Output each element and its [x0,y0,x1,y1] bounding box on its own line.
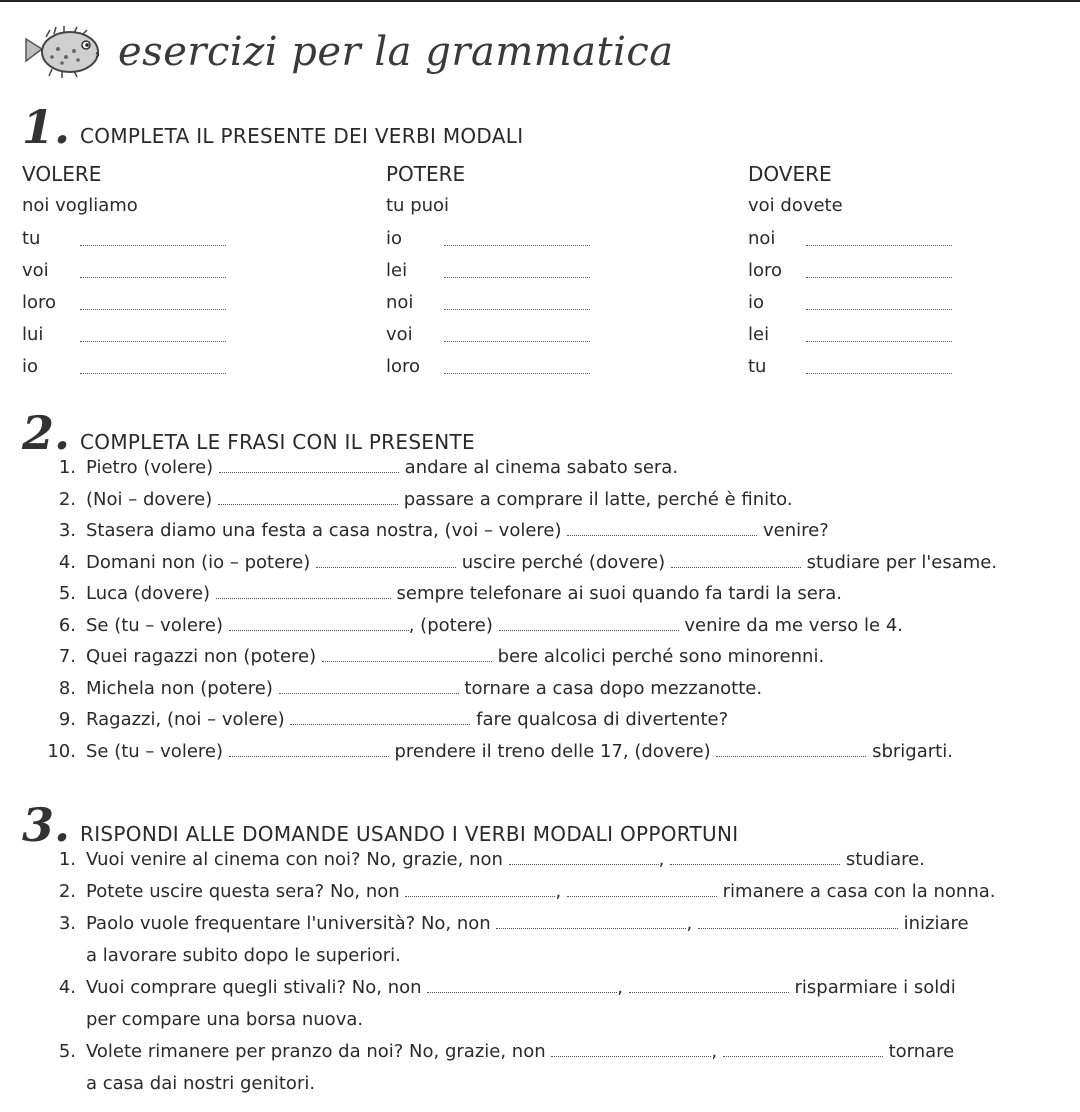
exercise-3-title: RISPONDI ALLE DOMANDE USANDO I VERBI MODALI OPPORTUNI [80,822,739,846]
column-example: noi vogliamo [22,195,138,216]
pronoun: io [22,355,39,377]
question-continuation [32,1068,1052,1100]
conjugation-row [22,254,226,286]
exercise-2-heading [22,406,475,460]
sentence-part: tornare a casa dopo mezzanotte. [464,677,763,699]
pronoun: loro [386,355,421,377]
conjugation-row [748,254,952,286]
answer-blank[interactable] [716,742,866,757]
answer-blank[interactable] [806,359,952,374]
question-text: a casa dai nostri genitori. [86,1073,316,1094]
separator: , [555,881,562,902]
sentence-part: (Noi – dovere) [86,488,213,510]
question-item [32,972,1052,1004]
question-text: Potete uscire questa sera? No, non [86,881,400,902]
answer-blank[interactable] [496,914,686,929]
answer-blank[interactable] [405,882,555,897]
answer-blank[interactable] [499,616,679,631]
column-heading: VOLERE [22,162,102,186]
answer-blank[interactable] [444,295,590,310]
separator: , [617,977,624,998]
answer-blank[interactable] [629,978,789,993]
item-number: 5. [58,583,76,604]
column-example: voi dovete [748,195,843,216]
pronoun: tu [22,227,41,249]
sentence-part: prendere il treno delle 17, (dovere) [394,740,711,762]
pronoun: voi [386,323,413,345]
sentence-part: uscire perché (dovere) [461,551,666,573]
column-volere [22,158,226,382]
answer-blank[interactable] [444,327,590,342]
question-text: per compare una borsa nuova. [86,1009,364,1030]
sentence-item [32,515,1052,547]
pronoun: loro [22,291,57,313]
pronoun: noi [748,227,776,249]
conjugation-row [386,350,590,382]
answer-blank[interactable] [698,914,898,929]
separator: , [711,1041,718,1062]
pronoun: noi [386,291,414,313]
column-potere [386,158,590,382]
question-item [32,908,1052,940]
question-text: tornare [888,1041,955,1062]
answer-blank[interactable] [567,882,717,897]
sentence-part: sempre telefonare ai suoi quando fa tardi la sera. [396,583,843,604]
conjugation-row [748,222,952,254]
question-text: rimanere a casa con la nonna. [722,881,996,902]
sentence-part: Quei ragazzi non (potere) [86,646,317,667]
pronoun: io [748,291,765,313]
sentence-part: Luca (dovere) [86,583,211,604]
answer-blank[interactable] [671,553,801,568]
answer-blank[interactable] [80,327,226,342]
answer-blank[interactable] [806,231,952,246]
conjugation-row [386,318,590,350]
exercise-2-title: COMPLETA LE FRASI CON IL PRESENTE [80,430,475,454]
item-number: 4. [58,977,76,998]
page-title: esercizi per la grammatica [118,29,674,75]
column-heading: POTERE [386,162,466,186]
conjugation-row [748,286,952,318]
sentence-part: Pietro (volere) [86,457,214,478]
sentence-item [32,452,1052,484]
sentence-part: fare qualcosa di divertente? [476,709,729,730]
pronoun: voi [22,259,49,281]
sentence-part: bere alcolici perché sono minorenni. [497,646,825,667]
sentence-item [32,641,1052,673]
sentence-item [32,704,1052,736]
answer-blank[interactable] [723,1042,883,1057]
item-number: 2. [58,488,76,510]
question-text: risparmiare i soldi [794,977,956,998]
question-continuation [32,1004,1052,1036]
pronoun: io [386,227,403,249]
item-number: 1. [58,849,76,870]
exercise-2-number: 2. [22,406,71,460]
sentence-item [32,547,1052,579]
sentence-part: Se (tu – volere) [86,614,223,636]
pronoun: loro [748,259,783,281]
sentence-part: Se (tu – volere) [86,740,223,762]
item-number: 10. [47,740,76,762]
separator: , [686,913,693,934]
answer-blank[interactable] [80,295,226,310]
column-dovere [748,158,952,382]
page-header [22,22,674,82]
pronoun: lui [22,323,44,345]
question-text: Paolo vuole frequentare l'università? No, non [86,913,491,934]
sentence-part: passare a comprare il latte, perché è finito. [403,488,793,510]
answer-blank[interactable] [322,647,492,662]
answer-blank[interactable] [218,490,398,505]
answer-blank[interactable] [551,1042,711,1057]
sentence-part: andare al cinema sabato sera. [404,457,679,478]
item-number: 1. [58,457,76,478]
sentence-part: Ragazzi, (noi – volere) [86,709,285,730]
answer-blank[interactable] [80,359,226,374]
answer-blank[interactable] [444,231,590,246]
question-item [32,876,1052,908]
pufferfish-icon [22,25,106,79]
answer-blank[interactable] [229,742,389,757]
question-text: Vuoi venire al cinema con noi? No, grazie, non [86,849,503,870]
sentence-item [32,610,1052,642]
item-number: 3. [58,520,76,541]
conjugation-row [22,222,226,254]
answer-blank[interactable] [427,978,617,993]
answer-blank[interactable] [316,553,456,568]
answer-blank[interactable] [806,263,952,278]
top-border [0,0,1080,2]
answer-blank[interactable] [80,231,226,246]
pronoun: lei [386,259,408,281]
conjugation-row [22,286,226,318]
exercise-1-title: COMPLETA IL PRESENTE DEI VERBI MODALI [80,124,524,148]
item-number: 9. [58,709,76,730]
sentence-part: venire da me verso le 4. [684,614,903,636]
item-number: 5. [58,1041,76,1062]
conjugation-row [748,350,952,382]
exercise-3-heading [22,798,739,852]
answer-blank[interactable] [444,263,590,278]
item-number: 3. [58,913,76,934]
sentence-part: , (potere) [408,614,493,636]
column-heading: DOVERE [748,162,832,186]
pronoun: lei [748,323,770,345]
question-continuation [32,940,1052,972]
exercise-3-list [32,844,1052,1100]
sentence-item [32,484,1052,516]
exercise-2-list [32,452,1052,767]
sentence-part: sbrigarti. [872,740,953,762]
question-text: iniziare [903,913,969,934]
exercise-3-number: 3. [22,798,71,852]
pronoun: tu [748,355,767,377]
sentence-item [32,736,1052,768]
conjugation-row [748,318,952,350]
sentence-part: venire? [763,520,829,541]
conjugation-row [386,286,590,318]
answer-blank[interactable] [216,584,391,599]
answer-blank[interactable] [509,850,659,865]
exercise-1-heading [22,100,524,154]
question-text: Vuoi comprare quegli stivali? No, non [86,977,422,998]
conjugation-row [22,318,226,350]
item-number: 4. [58,551,76,573]
sentence-item [32,578,1052,610]
item-number: 2. [58,881,76,902]
answer-blank[interactable] [567,521,757,536]
column-example: tu puoi [386,195,450,216]
answer-blank[interactable] [670,850,840,865]
conjugation-row [386,222,590,254]
answer-blank[interactable] [279,679,459,694]
answer-blank[interactable] [806,327,952,342]
separator: , [658,849,665,870]
answer-blank[interactable] [219,458,399,473]
conjugation-row [22,350,226,382]
sentence-part: Domani non (io – potere) [86,551,311,573]
answer-blank[interactable] [229,616,409,631]
question-item [32,1036,1052,1068]
item-number: 6. [58,614,76,636]
exercise-1-number: 1. [22,100,71,154]
sentence-item [32,673,1052,705]
sentence-part: Stasera diamo una festa a casa nostra, (voi – volere) [86,520,562,541]
sentence-part: Michela non (potere) [86,677,273,699]
sentence-part: studiare per l'esame. [806,551,998,573]
question-text: studiare. [845,849,925,870]
item-number: 8. [58,677,76,699]
answer-blank[interactable] [80,263,226,278]
question-item [32,844,1052,876]
answer-blank[interactable] [444,359,590,374]
question-text: Volete rimanere per pranzo da noi? No, grazie, non [86,1041,546,1062]
conjugation-row [386,254,590,286]
answer-blank[interactable] [806,295,952,310]
item-number: 7. [58,646,76,667]
answer-blank[interactable] [290,710,470,725]
question-text: a lavorare subito dopo le superiori. [86,945,401,966]
